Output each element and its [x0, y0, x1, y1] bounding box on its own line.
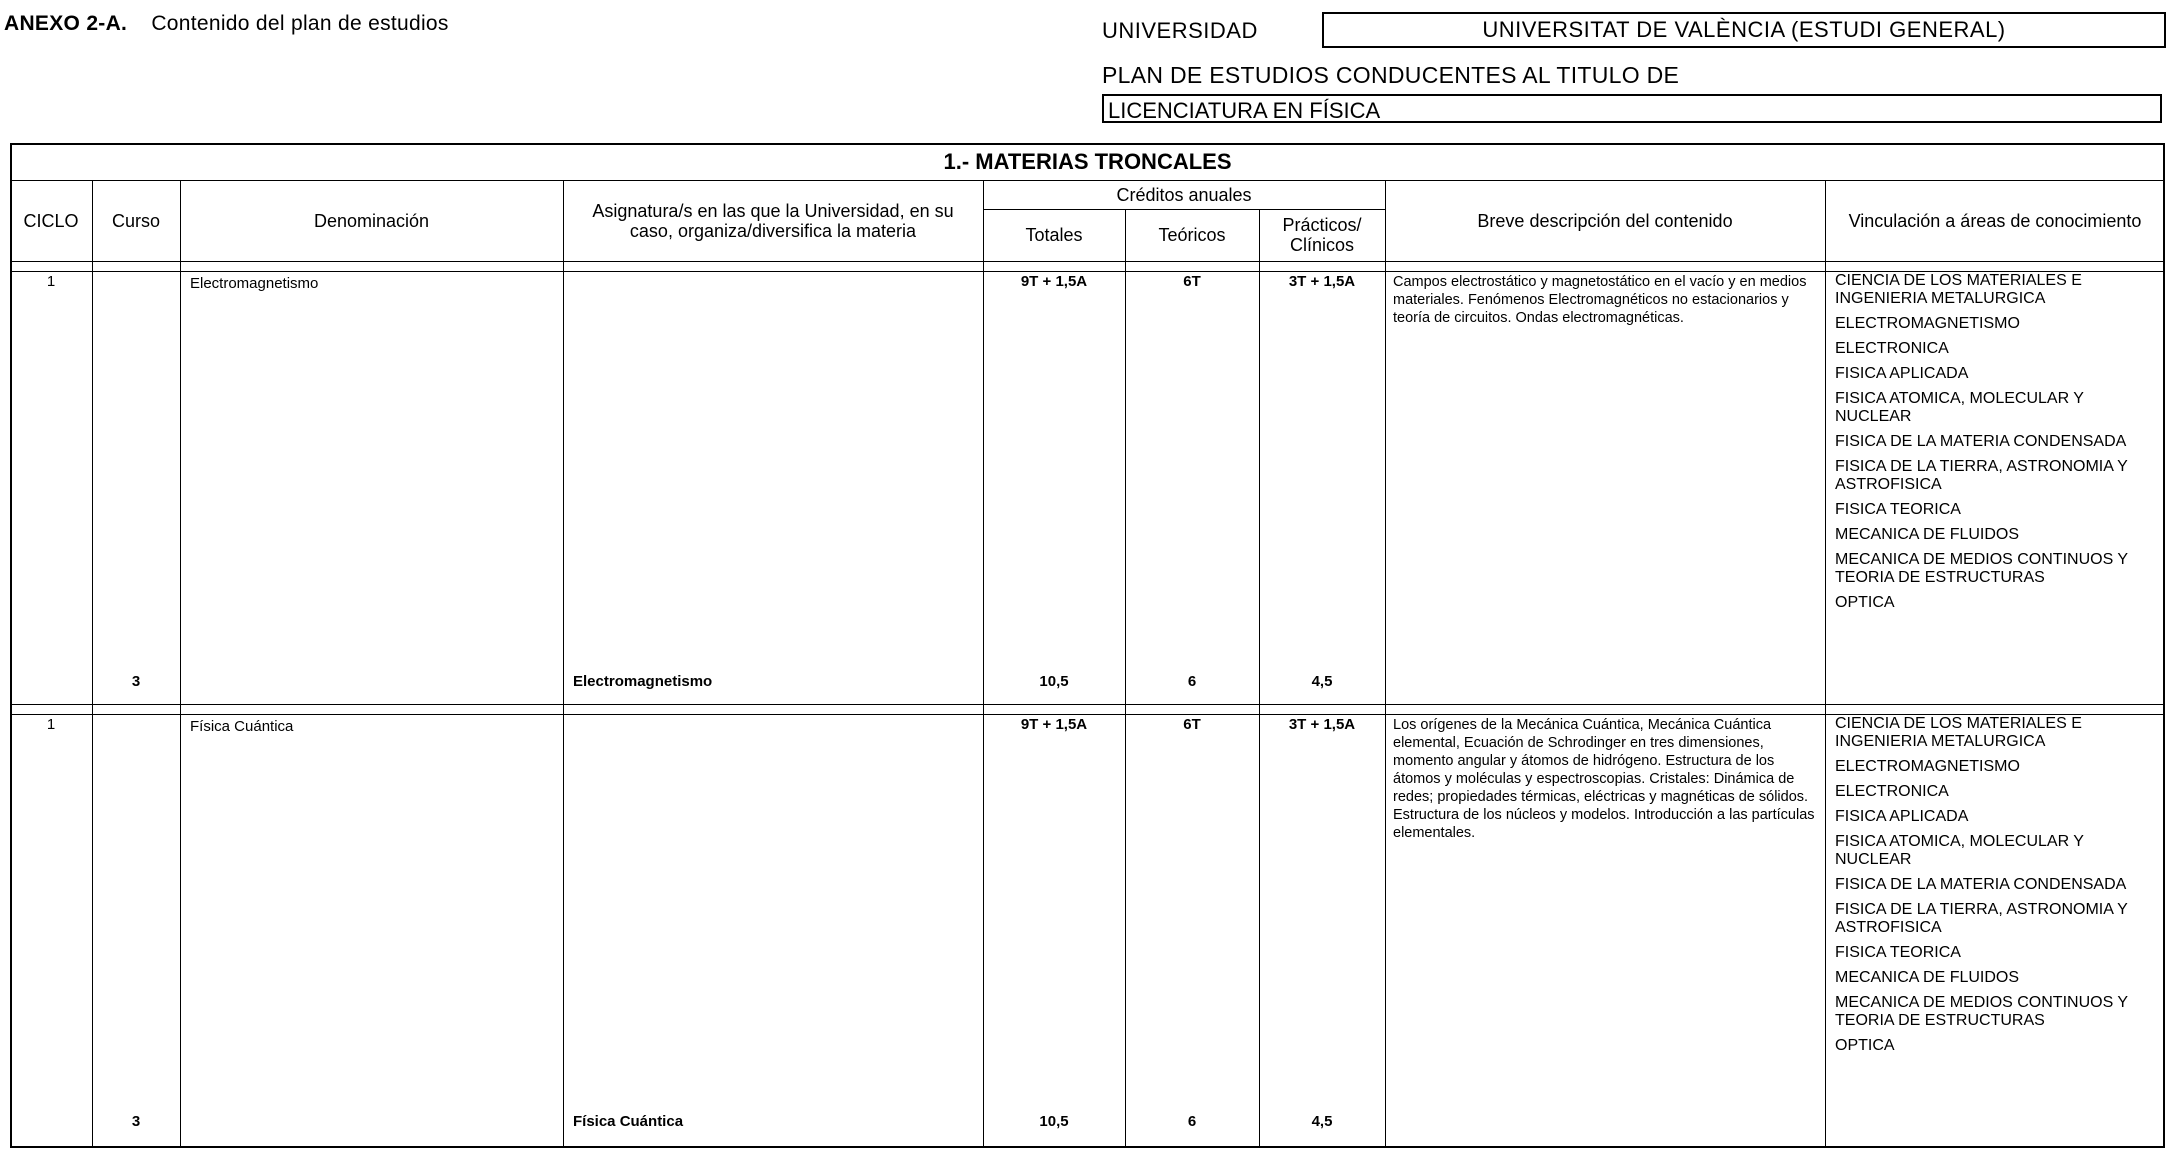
area-item: FISICA DE LA MATERIA CONDENSADA	[1835, 876, 2127, 893]
area-item: MECANICA DE MEDIOS CONTINUOS Y TEORIA DE ESTRUCTURAS	[1835, 551, 2128, 586]
section-title: 1.- MATERIAS TRONCALES	[10, 143, 2165, 181]
row-divider	[10, 704, 2165, 705]
v-descripcion	[1825, 181, 1826, 1148]
col-descripcion: Breve descripción del contenido	[1477, 211, 1733, 231]
row2-descripcion: Los orígenes de la Mecánica Cuántica, Mecánica Cuántica elemental, Ecuación de Schrodinger en tres dimensiones, momento angular y átomos de hidrógeno. Estructura de los átomos y moléculas y espectroscopias. Cristales: Dinámica de redes; propiedades térmicas, eléctricas y magnéticas de sólidos. Estructura de los núcleos y modelos. Introducción a las partículas elementales.	[1393, 717, 1815, 841]
row2-materia-practicos: 3T + 1,5A	[1288, 716, 1356, 733]
row2-materia-teoricos: 6T	[1183, 716, 1201, 733]
row2-asig-teoricos: 6	[1187, 1113, 1197, 1130]
area-item: FISICA APLICADA	[1835, 365, 1969, 382]
row1-curso: 3	[131, 673, 141, 690]
col-denominacion: Denominación	[313, 211, 430, 231]
v-practicos	[1385, 181, 1386, 1148]
row2-asignatura: Física Cuántica	[573, 1113, 684, 1130]
universidad-field: UNIVERSITAT DE VALÈNCIA (ESTUDI GENERAL)	[1322, 12, 2166, 48]
area-item: CIENCIA DE LOS MATERIALES E INGENIERIA METALURGICA	[1835, 272, 2082, 307]
titulo-field: LICENCIATURA EN FÍSICA	[1102, 94, 2162, 123]
area-item: MECANICA DE FLUIDOS	[1835, 526, 2020, 543]
row1-asig-practicos: 4,5	[1311, 673, 1333, 690]
row1-asig-totales: 10,5	[1039, 673, 1069, 690]
row1-ciclo: 1	[46, 273, 56, 290]
row2-asig-practicos: 4,5	[1311, 1113, 1333, 1130]
row2-areas	[1835, 715, 2160, 1062]
area-item: MECANICA DE MEDIOS CONTINUOS Y TEORIA DE ESTRUCTURAS	[1835, 994, 2128, 1029]
area-item: OPTICA	[1835, 1037, 1895, 1054]
area-item: FISICA APLICADA	[1835, 808, 1969, 825]
annex-title: Contenido del plan de estudios	[151, 12, 449, 35]
v-asignatura	[983, 181, 984, 1148]
col-vinculacion: Vinculación a áreas de conocimiento	[1848, 211, 2142, 231]
row1-areas	[1835, 272, 2160, 619]
area-item: OPTICA	[1835, 594, 1895, 611]
col-teoricos: Teóricos	[1158, 225, 1226, 245]
area-item: FISICA TEORICA	[1835, 944, 1961, 961]
row2-denominacion: Física Cuántica	[190, 718, 294, 735]
plan-label: PLAN DE ESTUDIOS CONDUCENTES AL TITULO DE	[1102, 62, 1680, 88]
row1-materia-totales: 9T + 1,5A	[1020, 273, 1088, 290]
col-curso: Curso	[111, 211, 160, 231]
area-item: ELECTRONICA	[1835, 340, 1949, 357]
row1-descripcion: Campos electrostático y magnetostático en el vacío y en medios materiales. Fenómenos Electromagnéticos no estacionarios y teoría de circuitos. Ondas electromagnéticas.	[1393, 274, 1807, 326]
universidad-label: UNIVERSIDAD	[1102, 18, 1258, 43]
row1-materia-practicos: 3T + 1,5A	[1288, 273, 1356, 290]
col-ciclo: CICLO	[23, 211, 79, 231]
v-curso	[180, 181, 181, 1148]
row1-denominacion: Electromagnetismo	[190, 275, 319, 292]
area-item: CIENCIA DE LOS MATERIALES E INGENIERIA METALURGICA	[1835, 715, 2082, 750]
area-item: FISICA DE LA TIERRA, ASTRONOMIA Y ASTROFISICA	[1835, 458, 2128, 493]
col-totales: Totales	[1025, 225, 1083, 245]
annex-number: ANEXO 2-A.	[4, 12, 128, 35]
row2-asig-totales: 10,5	[1039, 1113, 1069, 1130]
row1-asig-teoricos: 6	[1187, 673, 1197, 690]
area-item: ELECTRONICA	[1835, 783, 1949, 800]
header-bottom-line	[10, 261, 2165, 262]
area-item: MECANICA DE FLUIDOS	[1835, 969, 2020, 986]
area-item: ELECTROMAGNETISMO	[1835, 758, 2020, 775]
annex-header	[4, 12, 449, 36]
row1-asignatura: Electromagnetismo	[573, 673, 713, 690]
col-creditos: Créditos anuales	[1116, 185, 1252, 205]
creditos-divider	[983, 209, 1385, 210]
col-asignatura: Asignatura/s en las que la Universidad, en su caso, organiza/diversifica la materia	[592, 201, 954, 241]
v-ciclo	[92, 181, 93, 1148]
area-item: FISICA DE LA TIERRA, ASTRONOMIA Y ASTROFISICA	[1835, 901, 2128, 936]
row2-ciclo: 1	[46, 716, 56, 733]
v-denominacion	[563, 181, 564, 1148]
col-practicos: Prácticos/ Clínicos	[1282, 215, 1362, 255]
row1-materia-teoricos: 6T	[1183, 273, 1201, 290]
area-item: FISICA ATOMICA, MOLECULAR Y NUCLEAR	[1835, 390, 2084, 425]
area-item: ELECTROMAGNETISMO	[1835, 315, 2020, 332]
row2-curso: 3	[131, 1113, 141, 1130]
row2-materia-totales: 9T + 1,5A	[1020, 716, 1088, 733]
area-item: FISICA TEORICA	[1835, 501, 1961, 518]
area-item: FISICA ATOMICA, MOLECULAR Y NUCLEAR	[1835, 833, 2084, 868]
area-item: FISICA DE LA MATERIA CONDENSADA	[1835, 433, 2127, 450]
